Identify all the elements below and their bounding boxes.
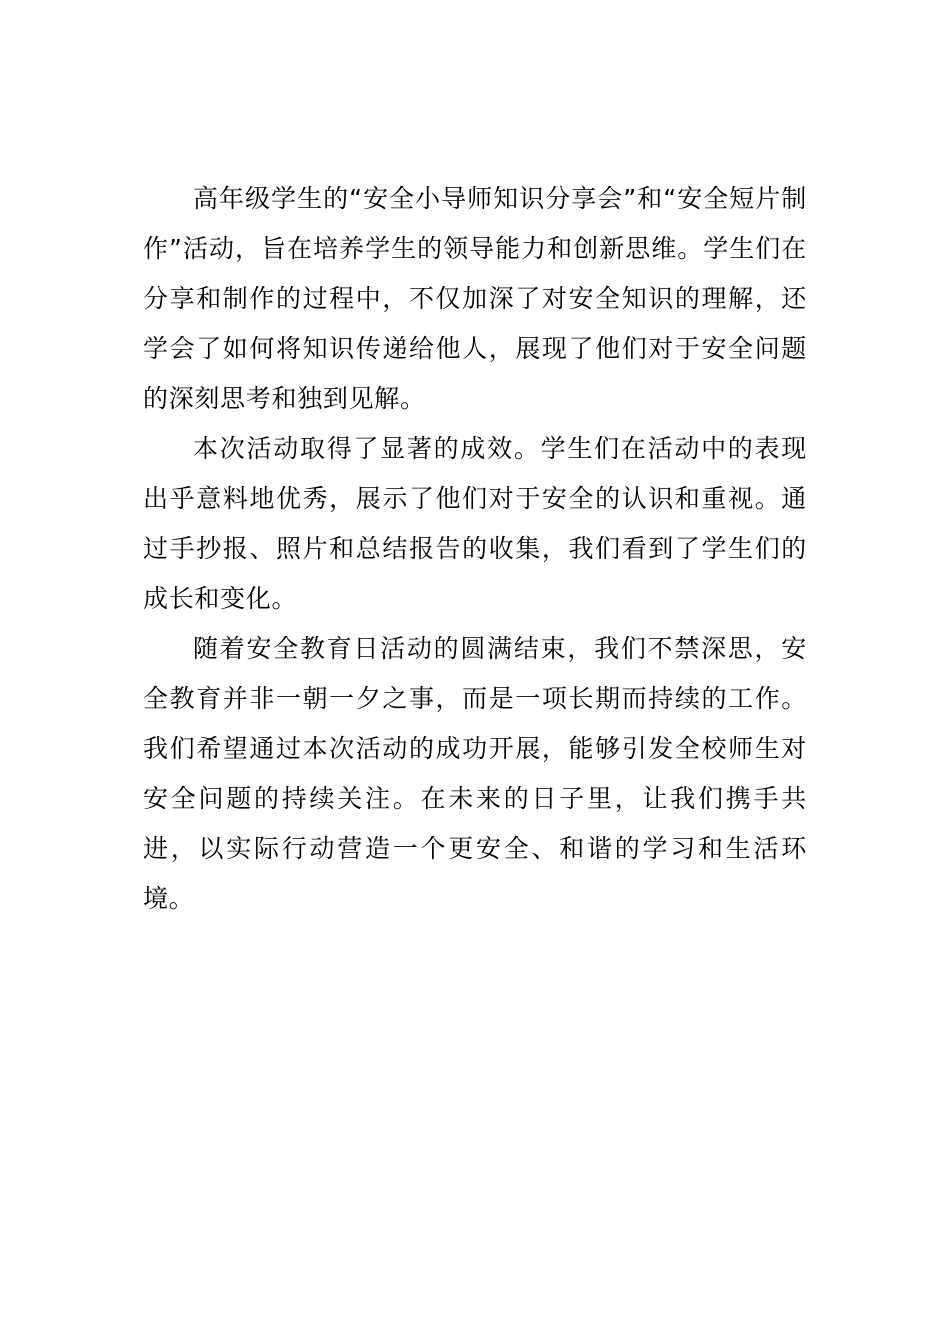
paragraph-activities: 高年级学生的“安全小导师知识分享会”和“安全短片制作”活动，旨在培养学生的领导能力和创新思维。学生们在分享和制作的过程中，不仅加深了对安全知识的理解，还学会了如何将知识传递给他人，展现了他们对于安全问题的深刻思考和独到见解。: [143, 184, 807, 413]
paragraph-conclusion: 随着安全教育日活动的圆满结束，我们不禁深思，安全教育并非一朝一夕之事，而是一项长期而持续的工作。我们希望通过本次活动的成功开展，能够引发全校师生对安全问题的持续关注。在未来的日子里，让我们携手共进，以实际行动营造一个更安全、和谐的学习和生活环境。: [143, 634, 807, 913]
paragraph-results: 本次活动取得了显著的成效。学生们在活动中的表现出乎意料地优秀，展示了他们对于安全的认识和重视。通过手抄报、照片和总结报告的收集，我们看到了学生们的成长和变化。: [143, 434, 807, 613]
document-body: [143, 174, 807, 924]
